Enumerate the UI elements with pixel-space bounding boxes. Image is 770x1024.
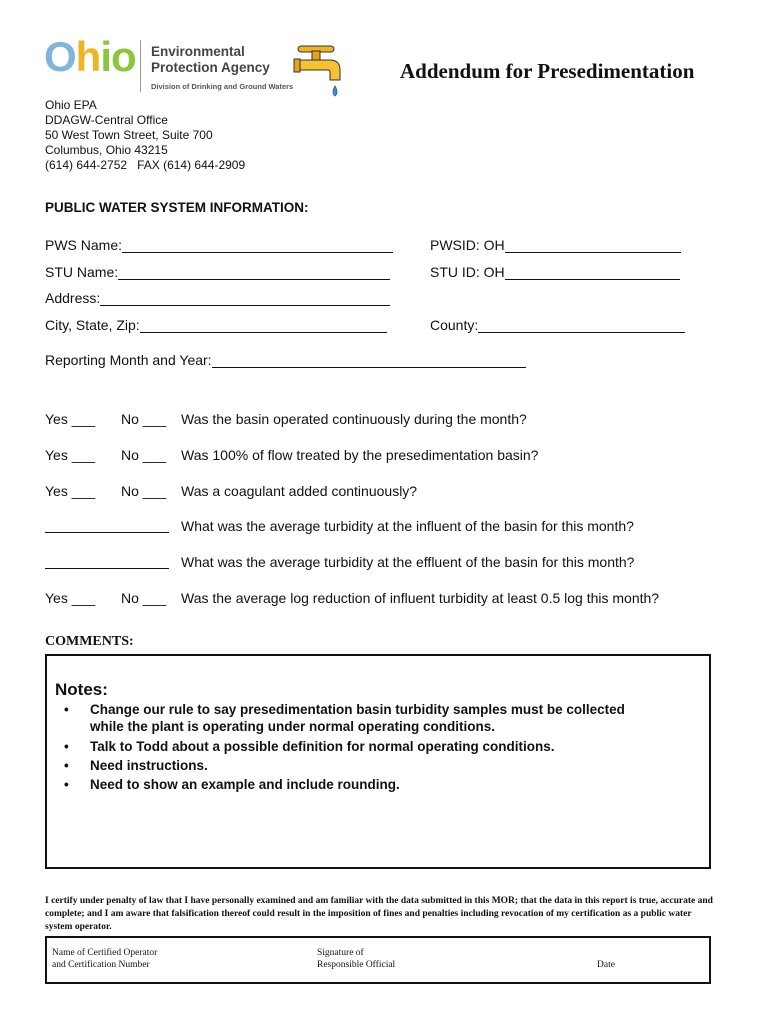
signature-label-line2: Responsible Official [317,960,396,970]
q3-text: Was a coagulant added continuously? [181,483,418,499]
q2-text: Was 100% of flow treated by the presedimentation basin? [181,447,539,463]
pwsid-label: PWSID: OH [430,237,505,253]
ohio-logo: Ohio [44,33,136,80]
notes-title: Notes: [55,680,108,699]
bullet-icon: • [64,777,69,792]
bullet-icon: • [64,739,69,754]
city-state-zip-line[interactable] [140,318,387,333]
certification-statement: I certify under penalty of law that I have personally examined and am familiar with the data submitted in this MOR; that the data in this report is true, accurate and complete; and I am aware that falsification thereof could result in the imposition of fines and penalties including revocation of my certification as a public water system operator. [45,896,713,932]
stu-id-label: STU ID: OH [430,264,505,280]
county-line[interactable] [478,318,685,333]
note-item-1 [64,701,625,735]
reporting-label: Reporting Month and Year: [45,352,212,368]
pws-name-label: PWS Name: [45,237,123,253]
address-line[interactable] [100,291,390,306]
q4-answer-line[interactable] [45,532,169,533]
note-1-line2: while the plant is operating under normal operating conditions. [90,719,496,734]
signature-label [317,947,395,971]
pwsid-line[interactable] [505,238,681,253]
q1-text: Was the basin operated continuously during the month? [181,411,527,427]
pwsid-field[interactable] [430,237,681,253]
stu-id-field[interactable] [430,264,680,280]
address-line3: 50 West Town Street, Suite 700 [45,128,213,142]
q5-text: What was the average turbidity at the effluent of the basin for this month? [181,554,635,570]
q3-yes[interactable]: Yes ___ [45,483,96,499]
q1-yes[interactable]: Yes ___ [45,411,96,427]
q2-no[interactable]: No ___ [121,447,167,463]
form-title: Addendum for Presedimentation [400,59,695,83]
county-field[interactable] [430,317,685,333]
pws-name-line[interactable] [122,238,393,253]
operator-label-line2: and Certification Number [52,960,150,970]
note-item-4 [64,776,400,793]
q5-answer-line[interactable] [45,568,169,569]
signature-label-line1: Signature of [317,948,364,958]
agency-name [151,44,270,76]
agency-line2: Protection Agency [151,60,270,75]
reporting-field[interactable] [45,352,526,368]
pws-name-field[interactable] [45,237,393,253]
q6-text: Was the average log reduction of influent turbidity at least 0.5 log this month? [181,590,660,606]
section-title: PUBLIC WATER SYSTEM INFORMATION: [45,200,309,215]
faucet-icon [292,42,348,106]
reporting-line[interactable] [212,353,526,368]
agency-line1: Environmental [151,44,245,59]
q1-no[interactable]: No ___ [121,411,167,427]
q3-no[interactable]: No ___ [121,483,167,499]
q2-yes[interactable]: Yes ___ [45,447,96,463]
agency-address [45,98,245,173]
note-item-3 [64,757,208,774]
note-1-line1: Change our rule to say presedimentation basin turbidity samples must be collected [90,702,625,717]
q6-no[interactable]: No ___ [121,590,167,606]
address-field[interactable] [45,290,390,306]
note-3-text: Need instructions. [90,758,208,773]
operator-label [52,947,157,971]
note-item-2 [64,738,555,755]
q4-text: What was the average turbidity at the influent of the basin for this month? [181,518,634,534]
bullet-icon: • [64,758,69,773]
note-4-text: Need to show an example and include rounding. [90,777,400,792]
stu-name-field[interactable] [45,264,390,280]
city-state-zip-label: City, State, Zip: [45,317,140,333]
operator-label-line1: Name of Certified Operator [52,948,158,958]
logo-divider [140,40,141,92]
stu-name-label: STU Name: [45,264,119,280]
address-line5: (614) 644-2752 FAX (614) 644-2909 [45,158,246,172]
date-label: Date [597,960,615,970]
city-state-zip-field[interactable] [45,317,387,333]
address-label: Address: [45,290,101,306]
note-2-text: Talk to Todd about a possible definition for normal operating conditions. [90,739,555,754]
stu-id-line[interactable] [505,265,680,280]
q6-yes[interactable]: Yes ___ [45,590,96,606]
county-label: County: [430,317,479,333]
stu-name-line[interactable] [118,265,390,280]
address-line2: DDAGW-Central Office [45,113,168,127]
address-line1: Ohio EPA [45,98,97,112]
division-name: Division of Drinking and Ground Waters [151,82,294,91]
address-line4: Columbus, Ohio 43215 [45,143,168,157]
comments-title: COMMENTS: [45,634,134,649]
bullet-icon: • [64,702,69,717]
